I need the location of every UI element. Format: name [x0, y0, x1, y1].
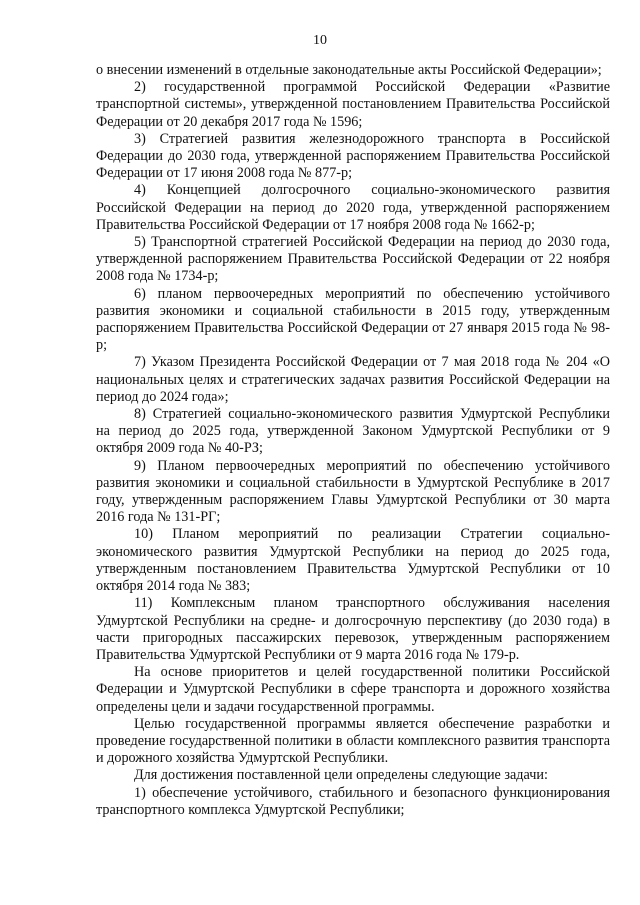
paragraph-continuation: о внесении изменений в отдельные законодательные акты Российской Федерации»; [96, 62, 602, 78]
page-number: 10 [313, 33, 327, 48]
paragraph-item-6: 6) планом первоочередных мероприятий по обеспечению устойчивого развития экономики и социальной стабильности в 2015 году, утвержденным распоряжением Правительства Российской Федерации от 27 января 2015 года № 98-р; [96, 285, 610, 354]
paragraph-item-2: 2) государственной программой Российской Федерации «Развитие транспортной системы», утвержденной постановлением Правительства Российской Федерации от 20 декабря 2017 года № 1596; [96, 79, 610, 130]
document-body [96, 62, 610, 819]
paragraph-item-5: 5) Транспортной стратегией Российской Федерации на период до 2030 года, утвержденной распоряжением Правительства Российской Федерации от 22 ноября 2008 года № 1734-р; [96, 234, 610, 285]
paragraph-item-11: 11) Комплексным планом транспортного обслуживания населения Удмуртской Республики на средне- и долгосрочную перспективу (до 2030 года) в части пригородных пассажирских перевозок, утвержденным распоряжением Правительства Удмуртской Республики от 9 марта 2016 года № 179-р. [96, 595, 610, 663]
paragraph-item-4: 4) Концепцией долгосрочного социально-экономического развития Российской Федерации на период до 2020 года, утвержденной распоряжением Правительства Российской Федерации от 17 ноября 2008 года № 1662-р; [96, 182, 610, 233]
paragraph-item-7: 7) Указом Президента Российской Федерации от 7 мая 2018 года № 204 «О национальных целях и стратегических задачах развития Российской Федерации на период до 2024 года»; [96, 354, 610, 405]
paragraph-item-9: 9) Планом первоочередных мероприятий по обеспечению устойчивого развития экономики и социальной стабильности в Удмуртской Республике в 2017 году, утвержденным распоряжением Главы Удмуртской Республики от 30 марта 2016 года № 131-РГ; [96, 457, 610, 526]
paragraph-priorities: На основе приоритетов и целей государственной политики Российской Федерации и Удмуртской Республики в сфере транспорта и дорожного хозяйства определены цели и задачи государственной программы. [96, 664, 610, 715]
paragraph-item-3: 3) Стратегией развития железнодорожного транспорта в Российской Федерации до 2030 года, утвержденной распоряжением Правительства Российской Федерации от 17 июня 2008 года № 877-р; [96, 130, 610, 182]
paragraph-task-1: 1) обеспечение устойчивого, стабильного и безопасного функционирования транспортного комплекса Удмуртской Республики; [96, 784, 610, 818]
paragraph-program-goal: Целью государственной программы является обеспечение разработки и проведение государственной политики в области комплексного развития транспорта и дорожного хозяйства Удмуртской Республики. [96, 715, 610, 767]
paragraph-tasks-intro: Для достижения поставленной цели определены следующие задачи: [134, 767, 548, 784]
paragraph-item-10: 10) Планом мероприятий по реализации Стратегии социально-экономического развития Удмуртской Республики на период до 2025 года, утвержденным постановлением Правительства Удмуртской Республики от 10 октября 2014 года № 383; [96, 526, 610, 595]
paragraph-item-8: 8) Стратегией социально-экономического развития Удмуртской Республики на период до 2025 года, утвержденной Законом Удмуртской Республики от 9 октября 2009 года № 40-РЗ; [96, 406, 610, 457]
